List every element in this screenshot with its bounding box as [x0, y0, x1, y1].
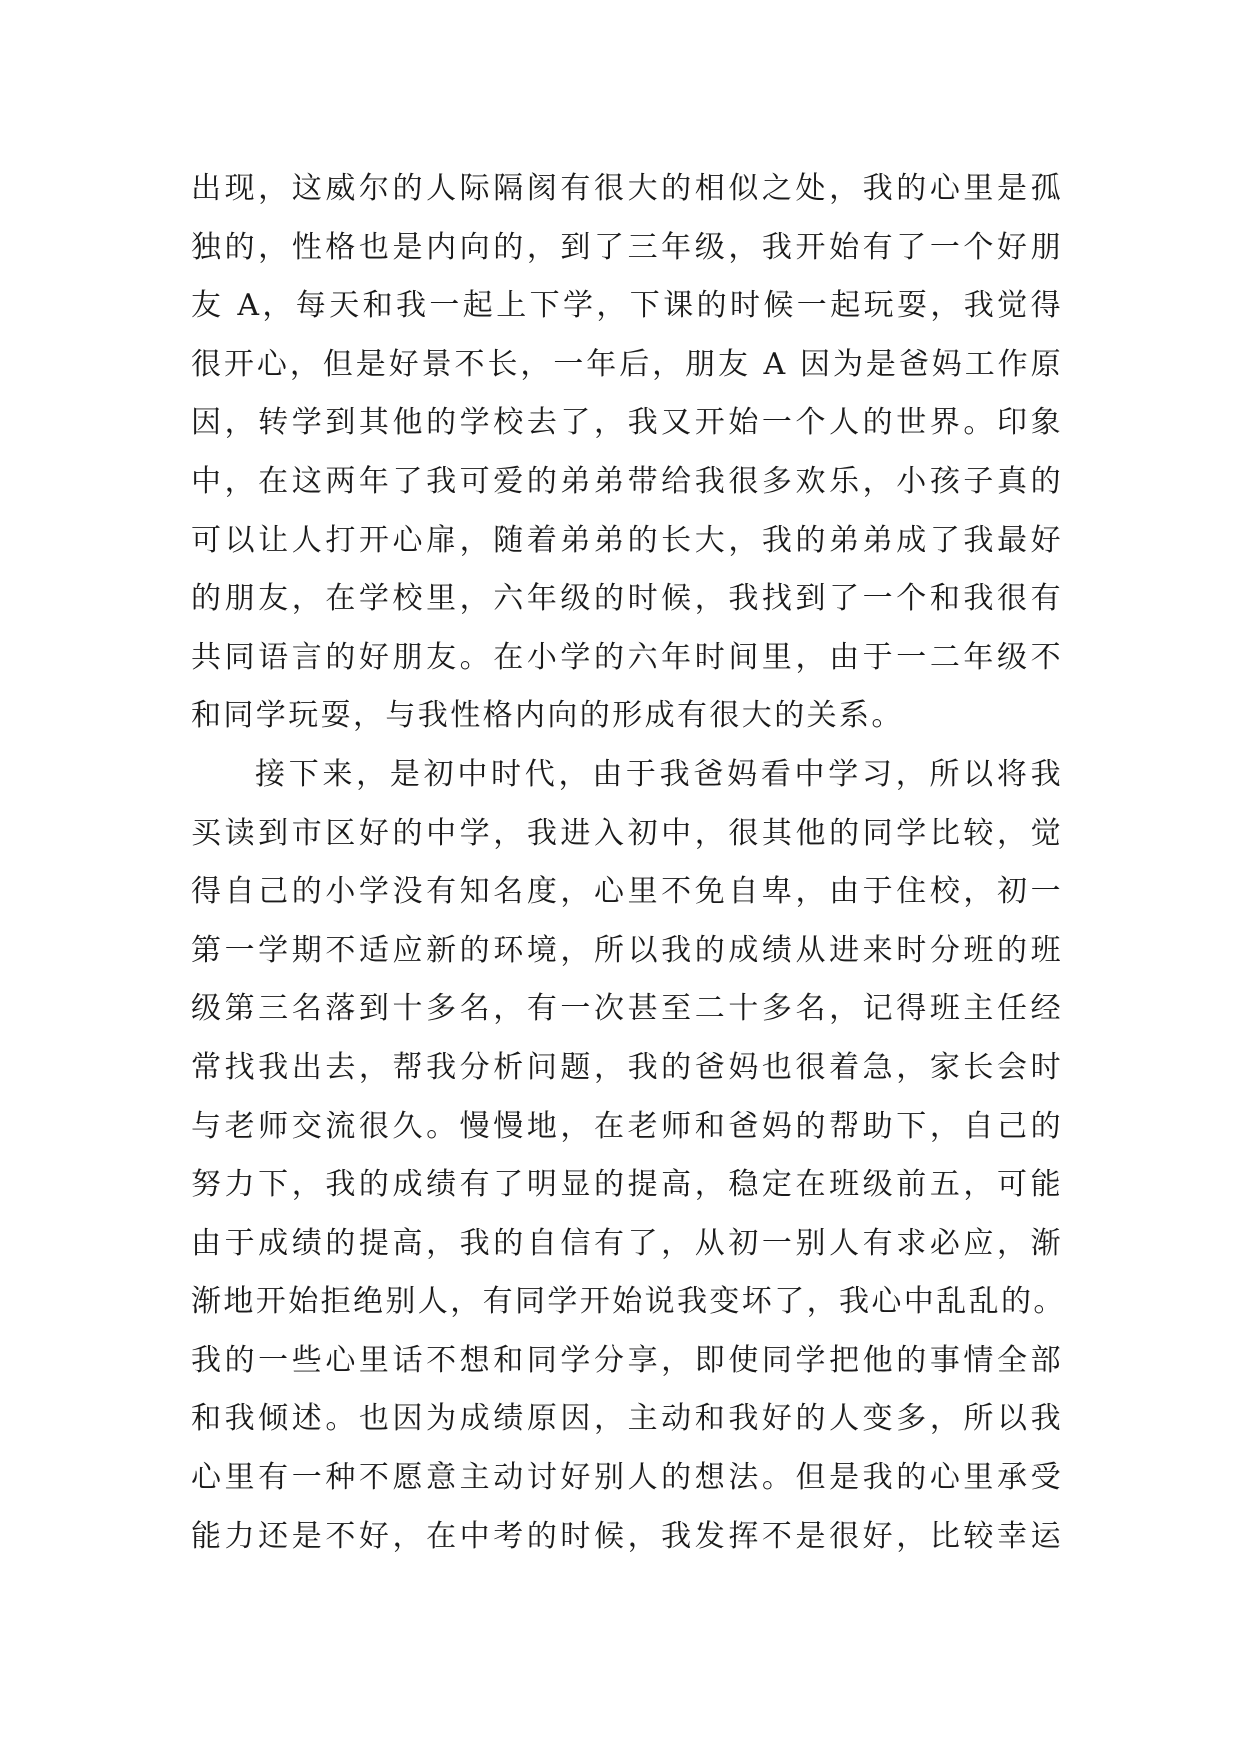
paragraph-2-line: 得自己的小学没有知名度，心里不免自卑，由于住校，初一 — [191, 874, 1063, 910]
paragraph-2-line: 我的一些心里话不想和同学分享，即使同学把他的事情全部 — [191, 1342, 1063, 1378]
paragraph-1-line: 共同语言的好朋友。在小学的六年时间里，由于一二年级不 — [191, 639, 1063, 675]
paragraph-2-line: 努力下，我的成绩有了明显的提高，稳定在班级前五，可能 — [191, 1167, 1063, 1203]
paragraph-1-line: 中，在这两年了我可爱的弟弟带给我很多欢乐，小孩子真的 — [191, 463, 1063, 499]
paragraph-1-line: 和同学玩耍，与我性格内向的形成有很大的关系。 — [191, 698, 904, 734]
paragraph-2-line: 与老师交流很久。慢慢地，在老师和爸妈的帮助下，自己的 — [191, 1108, 1063, 1144]
paragraph-2-line: 常找我出去，帮我分析问题，我的爸妈也很着急，家长会时 — [191, 1049, 1063, 1085]
paragraph-1-line: 友 A，每天和我一起上下学，下课的时候一起玩耍，我觉得 — [191, 288, 1063, 324]
paragraph-2-line: 由于成绩的提高，我的自信有了，从初一别人有求必应，渐 — [191, 1225, 1063, 1261]
body-text — [191, 160, 1066, 1566]
paragraph-1-line: 独的，性格也是内向的，到了三年级，我开始有了一个好朋 — [191, 229, 1063, 265]
paragraph-1-line: 出现，这威尔的人际隔阂有很大的相似之处，我的心里是孤 — [191, 171, 1063, 206]
paragraph-1-line: 可以让人打开心扉，随着弟弟的长大，我的弟弟成了我最好 — [191, 522, 1063, 558]
paragraph-2-line: 接下来，是初中时代，由于我爸妈看中学习，所以将我 — [255, 756, 1063, 792]
paragraph-2-line: 买读到市区好的中学，我进入初中，很其他的同学比较，觉 — [191, 815, 1063, 851]
paragraph-1-line: 因，转学到其他的学校去了，我又开始一个人的世界。印象 — [191, 405, 1063, 441]
paragraph-2-line: 级第三名落到十多名，有一次甚至二十多名，记得班主任经 — [191, 991, 1063, 1027]
paragraph-1-line: 很开心，但是好景不长，一年后，朋友 A 因为是爸妈工作原 — [191, 346, 1063, 382]
paragraph-2-line: 能力还是不好，在中考的时候，我发挥不是很好，比较幸运 — [191, 1518, 1063, 1554]
paragraph-1-line: 的朋友，在学校里，六年级的时候，我找到了一个和我很有 — [191, 581, 1063, 617]
paragraph-2-line: 和我倾述。也因为成绩原因，主动和我好的人变多，所以我 — [191, 1401, 1063, 1437]
paragraph-2-line: 心里有一种不愿意主动讨好别人的想法。但是我的心里承受 — [191, 1460, 1063, 1496]
paragraph-2-line: 渐地开始拒绝别人，有同学开始说我变坏了，我心中乱乱的。 — [191, 1284, 1066, 1320]
paragraph-2-line: 第一学期不适应新的环境，所以我的成绩从进来时分班的班 — [191, 932, 1063, 968]
